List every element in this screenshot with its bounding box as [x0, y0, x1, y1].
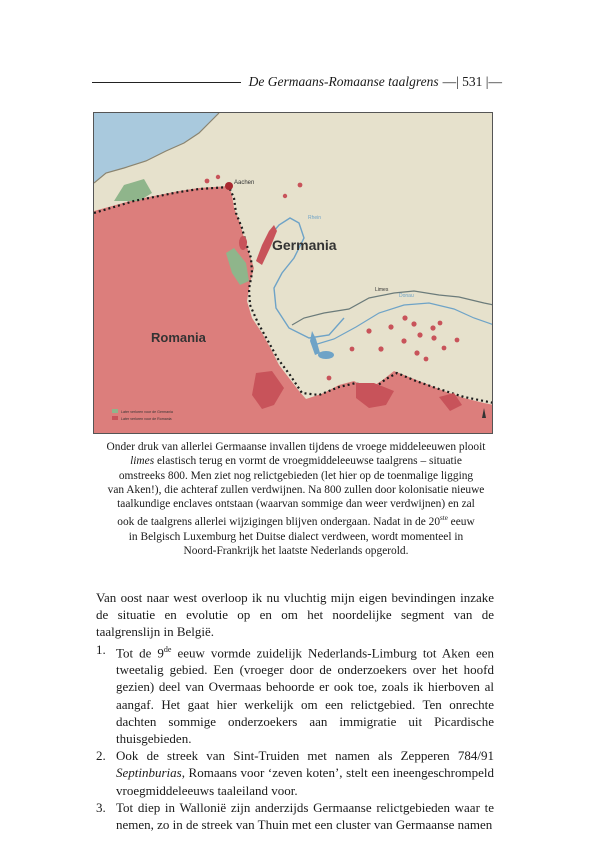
relict-dot: [455, 338, 460, 343]
caption-line-1: Onder druk van allerlei Germaanse invallen tijdens de vroege middeleeuwen plooit: [106, 441, 486, 453]
item-1-post: eeuw vormde zuidelijk Nederlands-Limburg tot Aken een tweetalig gebied. Een (vroeger door de onderzoekers over het hoofd gezien) deel van Overmaas behoorde er ook toe, zoals ik hierboven al aangaf. Het gaat hier werkelijk om een relictgebied. Ten onrechte dachten sommige onderzoekers aan immigratie uit Picardische thuisgebieden.: [116, 644, 495, 746]
rhine-label: Rhein: [308, 215, 322, 221]
relict-dot: [205, 179, 210, 184]
list-item: [96, 799, 494, 833]
legend-swatch-green: [112, 409, 118, 413]
relict-dot: [430, 325, 435, 330]
caption-line-3: omstreeks 800. Men ziet nog relictgebieden (let hier op de toenmalige ligging: [118, 469, 474, 482]
relict-dot: [414, 350, 419, 355]
lake-constance: [318, 351, 334, 359]
relict-dot: [298, 183, 303, 188]
list-number: 1.: [96, 641, 106, 657]
relict-dot: [388, 324, 393, 329]
item-2-latin-name: Septinburias: [116, 765, 182, 781]
caption-line-5: taalkundige enclaves ontstaan (waarvan sommige dan weer verdwijnen) en zal: [117, 498, 475, 511]
caption-line-2: elastisch terug en vormt de vroegmiddeleeuwse taalgrens – situatie: [154, 455, 462, 468]
map-svg: [94, 113, 493, 434]
body-text: [96, 589, 494, 833]
relict-dot: [431, 335, 436, 340]
list-number: 2.: [96, 748, 106, 764]
list-item: [96, 641, 494, 748]
relict-dot: [378, 346, 383, 351]
running-title: De Germaans-Romaanse taalgrens: [248, 74, 439, 89]
list-item: [96, 747, 494, 799]
relict-dot: [350, 347, 355, 352]
running-header: [92, 72, 502, 92]
relict-dot: [438, 321, 443, 326]
relict-dot: [327, 376, 332, 381]
legend-item-1: Later verloren voor de Germania: [121, 410, 173, 414]
intro-paragraph: Van oost naar west overloop ik nu vluchtig mijn eigen bevindingen inzake de situatie en evolutie op en om het noordelijke segment van de taalgrenslijn in België.: [96, 590, 494, 640]
relict-west: [239, 236, 247, 250]
germania-label: Germania: [272, 237, 337, 253]
caption-ordinal: ste: [440, 514, 448, 523]
header-rule: [92, 82, 241, 83]
item-1-ordinal: de: [163, 644, 172, 654]
caption-line-8: Noord-Frankrijk het laatste Nederlands opgerold.: [183, 544, 409, 557]
relict-dot: [424, 357, 429, 362]
relict-dot: [366, 328, 371, 333]
item-1-pre: Tot de 9: [116, 644, 164, 660]
relict-dot: [417, 332, 422, 337]
aachen-label: Aachen: [234, 180, 255, 186]
caption-line-4: van Aken!), die achteraf zullen verdwijnen. Na 800 zullen door kolonisatie nieuwe: [107, 483, 485, 496]
caption-limes-term: limes: [130, 455, 155, 468]
relict-dot: [401, 338, 406, 343]
legend-item-2: Later verloren voor de Romania: [121, 417, 172, 421]
caption-line-7: in Belgisch Luxemburg het Duitse dialect verdween, wordt momenteel in: [128, 530, 464, 543]
relict-dot: [442, 346, 447, 351]
relict-dot: [402, 315, 407, 320]
list-number: 3.: [96, 799, 106, 815]
map-caption: [100, 440, 492, 558]
romania-label: Romania: [151, 330, 206, 345]
item-3-text: Tot diep in Wallonië zijn anderzijds Germaanse relictgebieden waar te nemen, zo in de streek van Thuin met een cluster van Germaanse namen: [116, 799, 494, 832]
legend-swatch-red: [112, 416, 118, 420]
caption-line-6: ook de taalgrens allerlei wijzigingen blijven ondergaan. Nadat in de 20: [117, 516, 441, 529]
caption-line-6-rest: eeuw: [447, 516, 475, 529]
item-2-pre: Ook de streek van Sint-Truiden met namen als Zepperen 784/91: [116, 748, 494, 764]
aachen-marker: [225, 182, 233, 190]
relict-dot: [216, 175, 220, 179]
relict-dot: [411, 321, 416, 326]
danube-label: Donau: [399, 293, 414, 299]
page-number: 531: [462, 74, 483, 89]
relict-dot: [283, 194, 287, 198]
item-2-post: , Romaans voor ‘zeven koten’, stelt een ineengeschrompeld vroegmiddeleeuws taaleiland voor.: [116, 765, 494, 798]
limes-label: Limes: [375, 287, 389, 293]
findings-list: [96, 641, 494, 834]
page-number-block: —| 531 |—: [442, 74, 502, 89]
language-border-map: [93, 112, 493, 434]
